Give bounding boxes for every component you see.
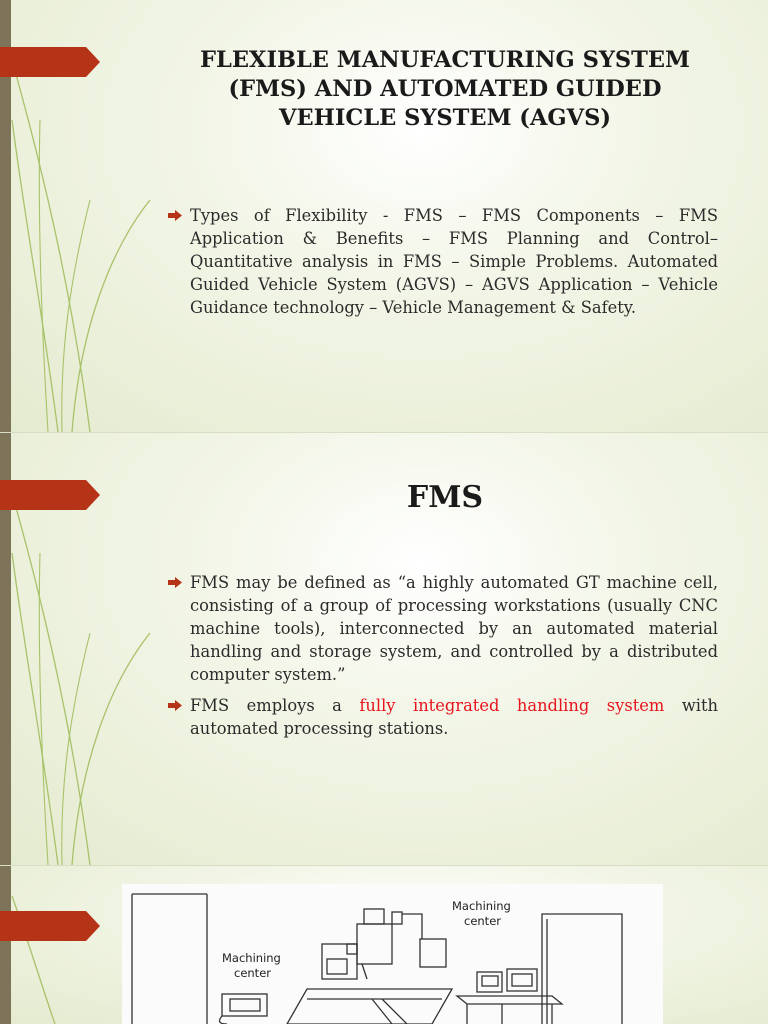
title-line: (FMS) AND AUTOMATED GUIDED [228, 76, 662, 102]
figure-label-right-line2: center [464, 914, 501, 928]
list-item [168, 571, 718, 686]
red-arrow-tab-icon [0, 47, 100, 77]
figure-label-left-line2: center [234, 966, 271, 980]
arrow-bullet-icon [168, 577, 182, 588]
bullet-text: Types of Flexibility - FMS – FMS Components – FMS Application & Benefits – FMS Planning and Control– Quantitative analysis in FMS – Simple Problems. Automated Guided Vehicle System (AGVS) – AGVS Application – Vehicle Guidance technology – Vehicle Management & Safety. [190, 206, 718, 317]
slide-3 [0, 866, 768, 1024]
slide-2-bullets [168, 571, 718, 748]
bullet-text-before: FMS employs a [190, 696, 360, 715]
fms-figure [122, 884, 663, 1024]
figure-label-right-line1: Machining [452, 899, 511, 913]
red-arrow-tab-icon [0, 911, 100, 941]
figure-label-left-line1: Machining [222, 951, 281, 965]
slide-1-title [180, 46, 710, 133]
bullet-text: FMS may be defined as “a highly automated GT machine cell, consisting of a group of processing workstations (usually CNC machine tools), interconnected by an automated material handling and storage system, and controlled by a distributed computer system.” [190, 573, 718, 684]
title-line: VEHICLE SYSTEM (AGVS) [279, 105, 611, 131]
title-line: FLEXIBLE MANUFACTURING SYSTEM [200, 47, 690, 73]
bullet-text-after: with automated processing stations. [190, 696, 718, 738]
list-item [168, 694, 718, 740]
arrow-bullet-icon [168, 210, 182, 221]
slide-1-bullets [168, 204, 718, 327]
list-item [168, 204, 718, 319]
highlighted-text: fully integrated handling system [359, 696, 665, 715]
arrow-bullet-icon [168, 700, 182, 711]
red-arrow-tab-icon [0, 480, 100, 510]
slide-2-title: FMS [406, 480, 484, 515]
